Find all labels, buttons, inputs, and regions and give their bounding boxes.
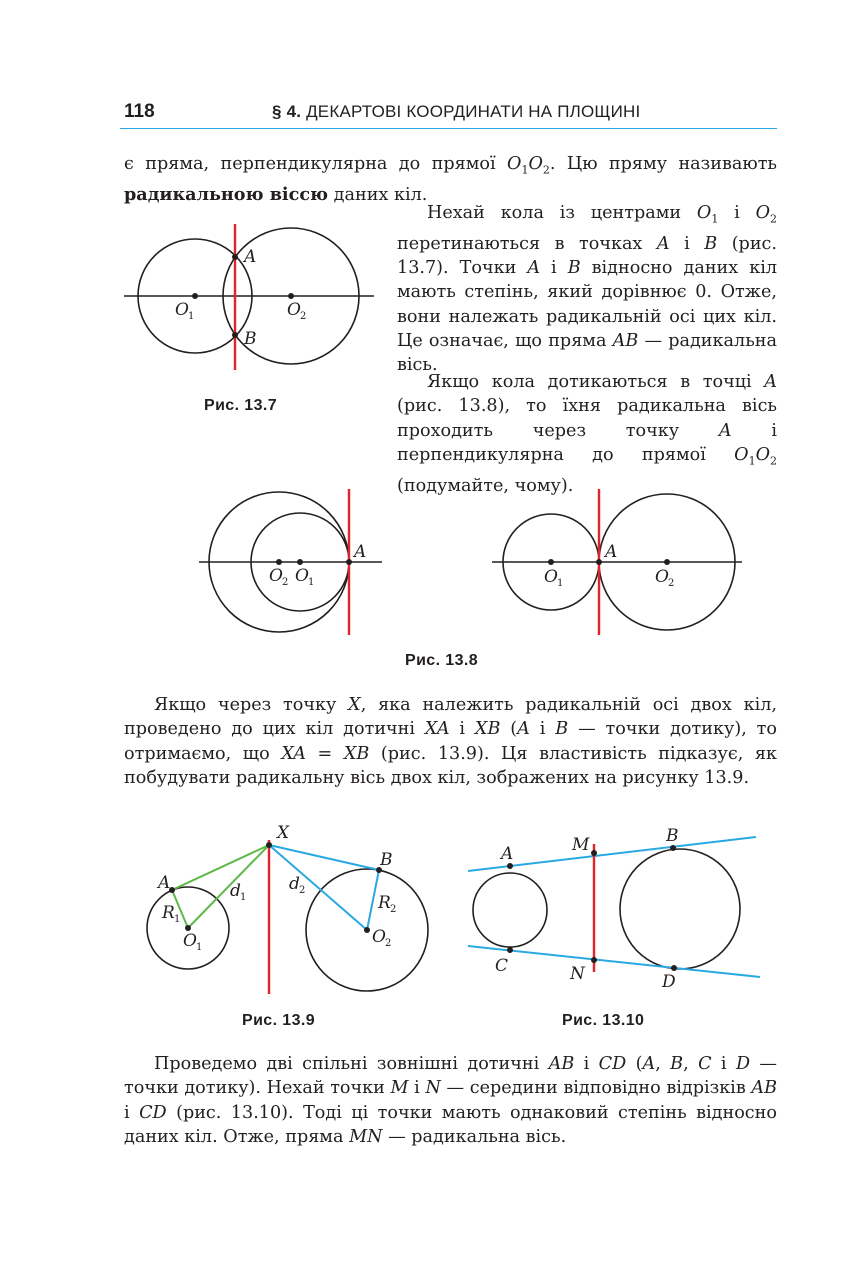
paragraph-common-tangents: Проведемо дві спільні зовнішні дотичні AB і CD (A, B, C і D — точки дотику). Нехай точки M і N — середини відповідно відрізків AB і CD (рис. 13.10). Тоді ці точки мають однаковий степінь відносно даних кіл. Отже, пряма MN — радикальна вісь. (124, 1054, 778, 1147)
svg-text:2: 2 (390, 904, 397, 915)
point-B (232, 332, 238, 338)
point-A (232, 254, 238, 260)
caption-fig-13-8: Рис. 13.8 (405, 652, 479, 669)
label-d1: d (230, 881, 241, 901)
label-M: M (572, 835, 590, 855)
paragraph-radical-axis-definition: є пряма, перпендикулярна до прямої $O_1O_2$. Цю пряму називають радикальною віссю даних кіл. (124, 154, 778, 205)
label-R1: R (162, 903, 175, 923)
svg-text:1: 1 (196, 942, 203, 953)
figure-13-10 (460, 822, 765, 997)
section-header (272, 102, 640, 122)
point-O2 (664, 559, 670, 565)
svg-text:2: 2 (300, 311, 307, 322)
svg-text:1: 1 (557, 578, 564, 589)
label-O2: O (287, 300, 301, 320)
segment-d2 (269, 845, 367, 930)
circle-large (620, 849, 740, 969)
caption-fig-13-9: Рис. 13.9 (242, 1012, 316, 1029)
label-B: B (666, 826, 679, 846)
term-radical-axis: радикальною віссю (124, 183, 329, 205)
svg-text:2: 2 (282, 577, 289, 588)
point-A (346, 559, 352, 565)
label-C: C (495, 956, 509, 976)
label-A: A (354, 542, 367, 562)
label-O1: O (175, 300, 189, 320)
label-A: A (244, 247, 257, 267)
label-X: X (277, 823, 290, 843)
label-O2: O (372, 927, 386, 947)
header-rule (120, 128, 777, 129)
label-A: A (501, 844, 514, 864)
label-O1: O (544, 567, 558, 587)
svg-text:2: 2 (668, 578, 675, 589)
svg-text:1: 1 (308, 577, 315, 588)
label-A: A (605, 542, 618, 562)
label-D: D (662, 972, 676, 992)
label-B: B (244, 329, 257, 349)
point-A (596, 559, 602, 565)
label-O1: O (183, 931, 197, 951)
point-O2 (288, 293, 294, 299)
point-O2 (276, 559, 282, 565)
label-O1: O (295, 566, 309, 586)
figure-13-8-external (488, 480, 750, 640)
tangent-XB (269, 845, 379, 870)
svg-text:2: 2 (299, 885, 306, 896)
figure-13-7 (120, 220, 380, 380)
figure-13-9 (140, 820, 445, 1000)
page-number: 118 (124, 101, 155, 122)
svg-text:1: 1 (188, 311, 195, 322)
label-d2: d (289, 874, 300, 894)
point-O1 (192, 293, 198, 299)
paragraph-tangent-circles: Якщо кола дотикаються в точці A (рис. 13.8), то їхня радикальна вісь проходить через точку A і перпендикулярна до прямої $O_1O_2$ (подумайте, чому). (397, 372, 777, 496)
label-B: B (380, 850, 393, 870)
point-O1 (548, 559, 554, 565)
point-M (591, 850, 597, 856)
label-O2: O (655, 567, 669, 587)
label-A: A (158, 873, 171, 893)
point-D (671, 965, 677, 971)
point-N (591, 957, 597, 963)
segment-d1 (188, 845, 269, 928)
svg-text:1: 1 (240, 892, 247, 903)
point-X (266, 842, 272, 848)
point-O1 (297, 559, 303, 565)
tangent-XA (172, 845, 269, 890)
circle-small (473, 873, 547, 947)
section-mark: § 4. (272, 102, 302, 121)
caption-fig-13-10: Рис. 13.10 (562, 1012, 645, 1029)
caption-fig-13-7: Рис. 13.7 (204, 397, 278, 414)
label-O2: O (269, 566, 283, 586)
svg-text:1: 1 (174, 914, 181, 925)
label-R2: R (378, 893, 391, 913)
label-N: N (570, 964, 585, 984)
point-C (507, 947, 513, 953)
svg-text:2: 2 (385, 938, 392, 949)
figure-13-8-internal (195, 480, 390, 640)
point-O2 (364, 927, 370, 933)
section-title: ДЕКАРТОВІ КООРДИНАТИ НА ПЛОЩИНІ (306, 102, 641, 121)
paragraph-intersecting-circles: Нехай кола із центрами $O_1$ і $O_2$ перетинаються в точках A і B (рис. 13.7). Точки A і B відносно даних кіл мають степінь, який дорівнює 0. Отже, вони належать радикальній осі цих кіл. Це означає, що пряма AB — радикальна вісь. (397, 203, 777, 376)
paragraph-equal-tangents: Якщо через точку X, яка належить радикальній осі двох кіл, проведено до цих кіл дотичні XA і XB (A і B — точки дотику), то отримаємо, що XA = XB (рис. 13.9). Ця властивість підказує, як побудувати радикальну вісь двох кіл, зображених на рисунку 13.9. (124, 695, 777, 788)
